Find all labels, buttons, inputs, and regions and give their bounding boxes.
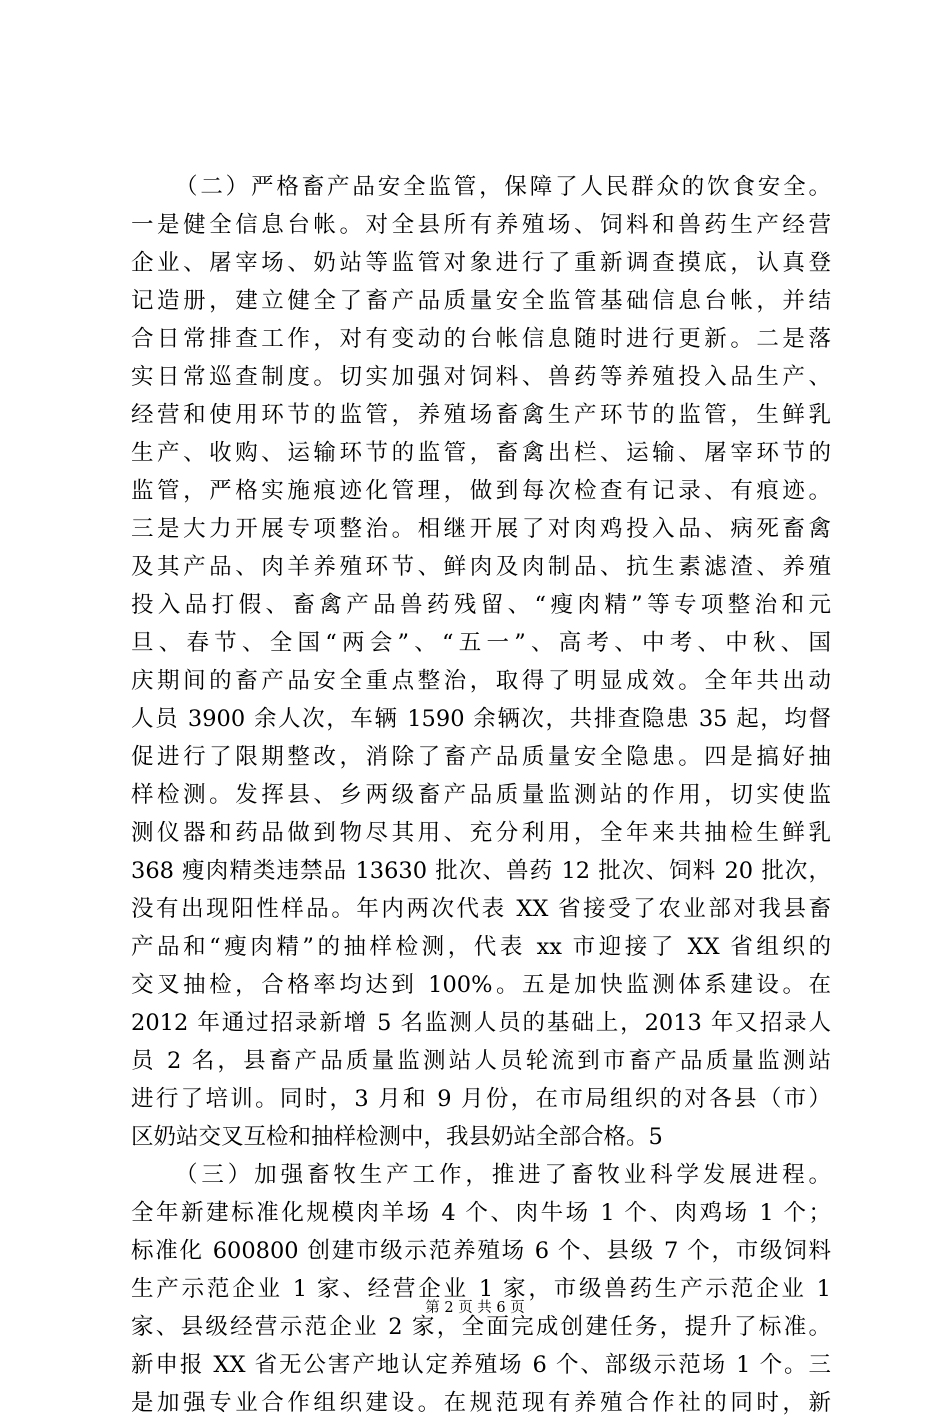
paragraph-3-line-7: 是加强专业合作组织建设。在规范现有养殖合作社的同时，新 [131, 1390, 831, 1416]
paragraph-2-line-4: 记造册，建立健全了畜产品质量安全监管基础信息台帐，并结 [131, 288, 831, 314]
paragraph-2-line-10: 三是大力开展专项整治。相继开展了对肉鸡投入品、病死畜禽 [131, 516, 831, 542]
paragraph-2-line-7: 经营和使用环节的监管，养殖场畜禽生产环节的监管，生鲜乳 [131, 402, 831, 428]
paragraph-2-line-1: （二）严格畜产品安全监管，保障了人民群众的饮食安全。 [175, 174, 831, 200]
paragraph-2-line-12: 投入品打假、畜禽产品兽药残留、“瘦肉精”等专项整治和元 [131, 592, 831, 618]
paragraph-3-line-1: （三）加强畜牧生产工作，推进了畜牧业科学发展进程。 [175, 1162, 831, 1188]
paragraph-3-line-3: 标准化 600800 创建市级示范养殖场 6 个、县级 7 个，市级饲料 [131, 1238, 831, 1264]
paragraph-3-line-6: 新申报 XX 省无公害产地认定养殖场 6 个、部级示范场 1 个。三 [131, 1352, 831, 1378]
paragraph-3-line-4: 生产示范企业 1 家、经营企业 1 家，市级兽药生产示范企业 1 [131, 1276, 831, 1302]
paragraph-2-line-22: 交叉抽检，合格率均达到 100%。五是加快监测体系建设。在 [131, 972, 831, 998]
paragraph-2-line-9: 监管，严格实施痕迹化管理，做到每次检查有记录、有痕迹。 [131, 478, 831, 504]
paragraph-2-line-5: 合日常排查工作，对有变动的台帐信息随时进行更新。二是落 [131, 326, 831, 352]
paragraph-3-line-2: 全年新建标准化规模肉羊场 4 个、肉牛场 1 个、肉鸡场 1 个； [131, 1200, 831, 1226]
paragraph-2-line-16: 促进行了限期整改，消除了畜产品质量安全隐患。四是搞好抽 [131, 744, 831, 770]
paragraph-2-line-2: 一是健全信息台帐。对全县所有养殖场、饲料和兽药生产经营 [131, 212, 831, 238]
paragraph-2-line-18: 测仪器和药品做到物尽其用、充分利用，全年来共抽检生鲜乳 [131, 820, 831, 846]
paragraph-2-line-8: 生产、收购、运输环节的监管，畜禽出栏、运输、屠宰环节的 [131, 440, 831, 466]
paragraph-2-line-6: 实日常巡查制度。切实加强对饲料、兽药等养殖投入品生产、 [131, 364, 831, 390]
paragraph-2-line-21: 产品和“瘦肉精”的抽样检测，代表 xx 市迎接了 XX 省组织的 [131, 934, 831, 960]
paragraph-2-line-14: 庆期间的畜产品安全重点整治，取得了明显成效。全年共出动 [131, 668, 831, 694]
paragraph-2-line-20: 没有出现阳性样品。年内两次代表 XX 省接受了农业部对我县畜 [131, 896, 831, 922]
body-text [131, 168, 831, 1422]
page-footer: 第 2 页 共 6 页 [425, 1300, 525, 1316]
paragraph-2-line-15: 人员 3900 余人次，车辆 1590 余辆次，共排查隐患 35 起，均督 [131, 706, 831, 732]
paragraph-2-line-19: 368 瘦肉精类违禁品 13630 批次、兽药 12 批次、饲料 20 批次， [131, 858, 831, 884]
paragraph-2-line-11: 及其产品、肉羊养殖环节、鲜肉及肉制品、抗生素滤渣、养殖 [131, 554, 831, 580]
paragraph-2-line-25: 进行了培训。同时，3 月和 9 月份，在市局组织的对各县（市） [131, 1086, 831, 1112]
paragraph-2-line-3: 企业、屠宰场、奶站等监管对象进行了重新调查摸底，认真登 [131, 250, 831, 276]
paragraph-3-line-5: 家、县级经营示范企业 2 家，全面完成创建任务，提升了标准。 [131, 1314, 831, 1340]
paragraph-2-line-23: 2012 年通过招录新增 5 名监测人员的基础上，2013 年又招录人 [131, 1010, 831, 1036]
paragraph-2-line-17: 样检测。发挥县、乡两级畜产品质量监测站的作用，切实使监 [131, 782, 831, 808]
paragraph-2-line-13: 旦、春节、全国“两会”、“五一”、高考、中考、中秋、国 [131, 630, 831, 656]
paragraph-2-line-24: 员 2 名，县畜产品质量监测站人员轮流到市畜产品质量监测站 [131, 1048, 831, 1074]
paragraph-2-line-26: 区奶站交叉互检和抽样检测中，我县奶站全部合格。5 [131, 1124, 663, 1150]
